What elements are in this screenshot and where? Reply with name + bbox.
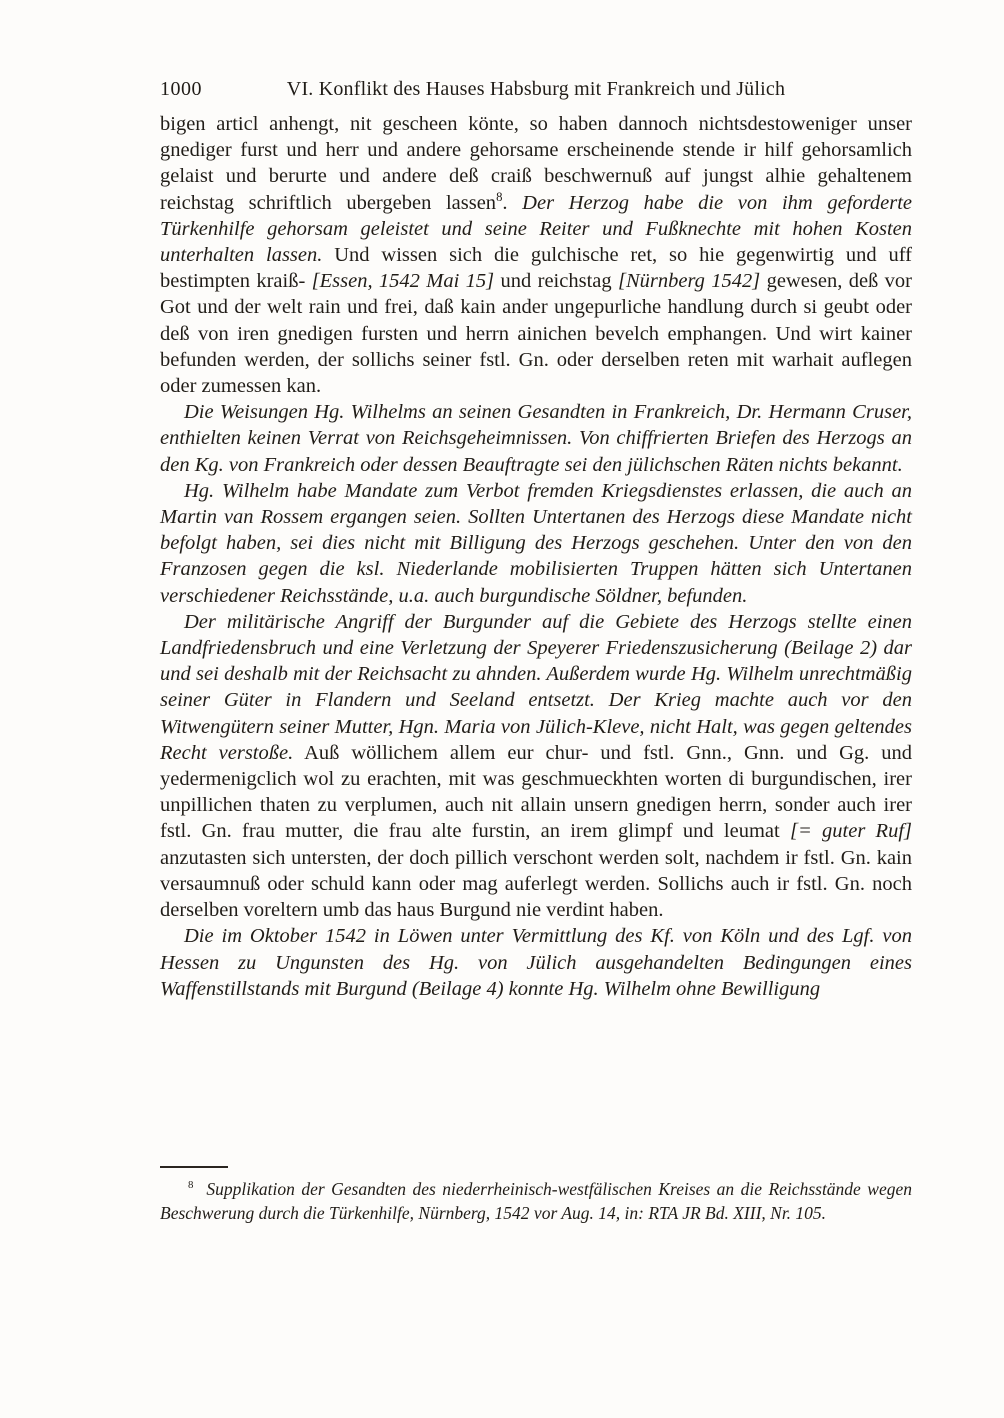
text-run: bigen articl anhengt, nit gescheen könte, so haben dannoch nichtsdestoweniger unser gnediger furst und herr und andere gehorsame erscheinende stende ir hilf gehorsamlich gelaist und berurte und andere deß craiß beschwernuß auf jungst alhie gehaltenem reichstag schriftlich ubergeben lassen [160, 113, 912, 214]
footnote-rule [160, 1166, 228, 1168]
text-run: [= guter Ruf] [789, 820, 912, 843]
page-header [160, 76, 912, 104]
page-number: 1000 [160, 78, 202, 100]
footnote [160, 1178, 912, 1225]
body-text [160, 111, 912, 1002]
footnote-text: Supplikation der Gesandten des niederrheinisch-westfälischen Kreises an die Reichsstände wegen Beschwerung durch die Türkenhilfe, Nürnberg, 1542 vor Aug. 14, in: RTA JR Bd. XIII, Nr. 105. [160, 1179, 912, 1223]
text-run: gewesen, deß vor Got und der welt rain und frei, daß kain ander ungepurliche handlung durch si geubt oder deß von iren gnedigen fursten und herrn ainichen bevelch emphangen. Und wirt kainer befunden werden, der sollichs seiner fstl. Gn. oder derselben reten mit warhait auflegen oder zumessen kan. [160, 270, 912, 398]
footnote-marker: 8 [188, 1179, 194, 1192]
footnote-list [160, 1178, 912, 1225]
text-run: und reichstag [494, 270, 618, 293]
footnote-reference: 8 [496, 189, 503, 204]
paragraph [160, 111, 912, 399]
paragraph [160, 923, 912, 1002]
text-run: Und wissen sich die gulchische ret, so hie gegenwirtig und uff bestimpten kraiß- [160, 244, 912, 293]
text-run: Der militärische Angriff der Burgunder auf die Gebiete des Herzogs stellte einen Landfriedensbruch und eine Verletzung der Speyerer Friedenszusicherung (Beilage 2) dar und sei deshalb mit der Reichsacht zu ahnden. Außerdem wurde Hg. Wilhelm unrechtmäßig seiner Güter in Flandern und Seeland entsetzt. Der Krieg machte auch vor den Witwengütern seiner Mutter, Hgn. Maria von Jülich-Kleve, nicht Halt, was gegen geltendes Recht verstoße. [160, 610, 912, 764]
text-run: [Nürnberg 1542] [617, 270, 761, 293]
footnote-area [160, 1166, 912, 1225]
text-run: Die im Oktober 1542 in Löwen unter Vermittlung des Kf. von Köln und des Lgf. von Hessen zu Ungunsten des Hg. von Jülich ausgehandelten Bedingungen eines Waffenstillstands mit Burgund (Beilage 4) konnte Hg. Wilhelm ohne Bewilligung [160, 925, 912, 1000]
text-run: Der Herzog habe die von ihm geforderte Türkenhilfe gehorsam geleistet und seine Reiter und Fußknechte mit hohen Kosten unterhalten lassen. [160, 191, 912, 267]
text-run: Die Weisungen Hg. Wilhelms an seinen Gesandten in Frankreich, Dr. Hermann Cruser, enthielten keinen Verrat von Reichsgeheimnissen. Von chiffrierten Briefen des Herzogs an den Kg. von Frankreich oder dessen Beauftragte sei den jülichschen Räten nichts bekannt. [160, 401, 912, 476]
paragraph [160, 609, 912, 923]
paragraph [160, 478, 912, 609]
text-run: . [502, 191, 523, 214]
text-run: Auß wöllichem allem eur chur- und fstl. Gnn., Gnn. und Gg. und yedermenigclich wol zu erachten, mit was geschmueckhten worten di burgundischen, irer unpillichen thaten zu verplumen, auch nit allain unsern gnedigen herrn, sonder auch irer fstl. Gn. frau mutter, die frau alte furstin, an irem glimpf und leumat [160, 741, 912, 843]
text-run: anzutasten sich untersten, der doch pillich verschont werden solt, nachdem ir fstl. Gn. kain versaumnuß oder schuld kann oder mag auferlegt werden. Sollichs auch ir fstl. Gn. noch derselben voreltern umb das haus Burgund nie verdint haben. [160, 846, 912, 922]
paragraph [160, 399, 912, 478]
text-run: Hg. Wilhelm habe Mandate zum Verbot fremden Kriegsdienstes erlassen, die auch an Martin van Rossem ergangen seien. Sollten Untertanen des Herzogs diese Mandate nicht befolgt haben, sei dies nicht mit Billigung des Herzogs geschehen. Unter den von den Franzosen gegen die ksl. Niederlande mobilisierten Truppen hätten sich Untertanen verschiedener Reichsstände, u.a. auch burgundische Söldner, befunden. [160, 479, 912, 607]
text-run: [Essen, 1542 Mai 15] [311, 270, 495, 293]
running-header-title: VI. Konflikt des Hauses Habsburg mit Frankreich und Jülich [286, 78, 786, 100]
